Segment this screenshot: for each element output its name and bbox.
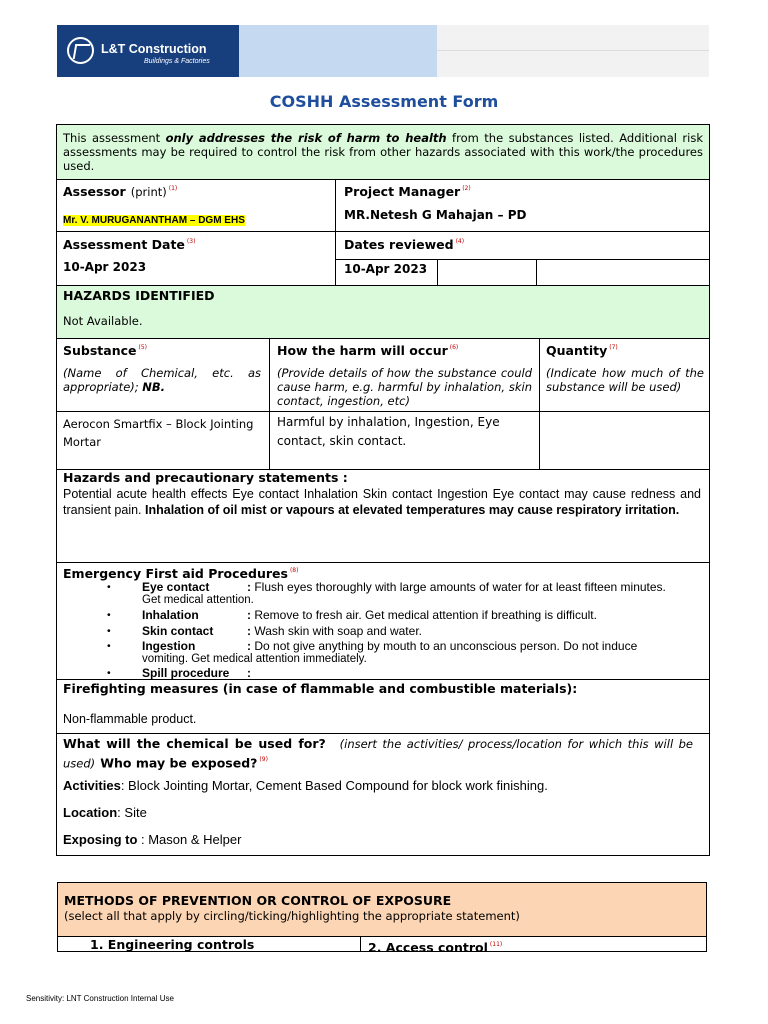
header-divider: [437, 50, 709, 51]
access-control-heading: 2. Access control: [368, 940, 488, 955]
dates-reviewed-label: Dates reviewed: [344, 237, 454, 252]
methods-label: METHODS OF PREVENTION OR CONTROL OF EXPOSURE: [64, 893, 452, 908]
bullet-icon: •: [107, 640, 111, 652]
methods-section: [57, 882, 707, 955]
methods-header: [58, 883, 706, 936]
intro-notice: [57, 125, 709, 179]
company-name: L&T Construction: [101, 42, 207, 56]
precaution-bold: Inhalation of oil mist or vapours at elevated temperatures may cause respiratory irritation.: [145, 503, 680, 517]
page-header: [57, 25, 709, 77]
intro-bold: only addresses the risk of harm to health: [165, 131, 447, 145]
first-aid-label: Emergency First aid Procedures: [63, 566, 288, 581]
first-aid-item-cont: Get medical attention.: [142, 594, 254, 606]
assessment-date-label: Assessment Date: [63, 237, 185, 252]
first-aid-item-text: Do not give anything by mouth to an unconscious person. Do not induce: [254, 639, 638, 653]
substance-hint-bold: NB.: [142, 380, 166, 394]
exposing-value[interactable]: : Mason & Helper: [137, 832, 242, 847]
first-aid-item-text: Remove to fresh air. Get medical attention if breathing is difficult.: [254, 608, 597, 622]
assessor-value[interactable]: Mr. V. MURUGANANTHAM – DGM EHS: [63, 215, 245, 226]
intro-text-1: This assessment: [63, 131, 166, 145]
assessment-form: [56, 124, 710, 856]
bullet-icon: •: [107, 625, 111, 637]
location-row: [63, 805, 147, 820]
location-label: Location: [63, 805, 118, 820]
substance-hint: (Name of Chemical, etc. as appropriate);: [63, 366, 261, 394]
first-aid-item-label: Skin contact: [142, 624, 214, 638]
assessment-date-value[interactable]: 10-Apr 2023: [63, 260, 147, 274]
first-aid-item-label: Spill procedure: [142, 666, 230, 679]
first-aid-item: Spill procedure :: [142, 666, 251, 679]
activities-value[interactable]: : Block Jointing Mortar, Cement Based Compound for block work finishing.: [120, 778, 548, 793]
harm-ref: (6): [449, 343, 459, 351]
assessor-note: (print): [130, 185, 167, 199]
assessor-label: Assessor: [63, 184, 126, 199]
project-manager-label: Project Manager: [344, 184, 461, 199]
hazards-value[interactable]: Not Available.: [63, 314, 143, 328]
quantity-header-cell: [539, 338, 709, 411]
usage-ref: (9): [259, 756, 268, 763]
methods-col-divider: [360, 936, 361, 951]
substance-value[interactable]: Aerocon Smartfix – Block Jointing Mortar: [57, 411, 269, 469]
project-manager-ref: (2): [462, 184, 471, 192]
project-manager-cell: [335, 179, 709, 231]
bullet-icon: •: [107, 581, 111, 593]
precaution-cell: [57, 469, 709, 562]
header-band-blue: [239, 25, 437, 77]
bullet-icon: •: [107, 667, 111, 679]
harm-header-cell: [269, 338, 539, 411]
date-reviewed-2[interactable]: [437, 259, 536, 285]
date-reviewed-3[interactable]: [536, 259, 709, 285]
sensitivity-footer: Sensitivity: LNT Construction Internal Use: [26, 994, 174, 1003]
harm-value[interactable]: Harmful by inhalation, Ingestion, Eye contact, skin contact.: [269, 411, 539, 469]
first-aid-item: Skin contact : Wash skin with soap and water.: [142, 624, 422, 638]
assessor-ref: (1): [168, 184, 178, 192]
first-aid-item: Inhalation : Remove to fresh air. Get medical attention if breathing is difficult.: [142, 608, 597, 622]
substance-label: Substance: [63, 343, 137, 358]
harm-hint: (Provide details of how the substance could cause harm, e.g. harmful by inhalation, skin contact, ingestion, etc): [277, 366, 532, 408]
company-logo: [57, 25, 239, 77]
first-aid-ref: (8): [289, 566, 299, 574]
first-aid-item-cont: vomiting. Get medical attention immediately.: [142, 653, 367, 665]
first-aid-item-label: Inhalation: [142, 608, 199, 622]
project-manager-value[interactable]: MR.Netesh G Mahajan – PD: [344, 208, 527, 222]
access-control-ref: (11): [489, 940, 503, 948]
firefighting-cell: [57, 679, 709, 733]
exposing-label: Exposing to: [63, 832, 138, 847]
first-aid-item: Eye contact : Flush eyes thoroughly with large amounts of water for at least fifteen minutes.: [142, 580, 666, 594]
quantity-label: Quantity: [546, 343, 608, 358]
hazards-label: HAZARDS IDENTIFIED: [63, 288, 215, 303]
substance-ref: (5): [138, 343, 147, 351]
first-aid-cell: [57, 562, 709, 679]
bullet-icon: •: [107, 609, 111, 621]
first-aid-item-label: Eye contact: [142, 580, 210, 594]
substance-header-cell: [57, 338, 269, 411]
dates-reviewed-ref: (4): [455, 237, 465, 245]
form-title: COSHH Assessment Form: [269, 92, 499, 111]
intro-text-2: from the substances listed. Additional risk assessments may be required to control the risk from other hazards associated with this work/the procedures used.: [63, 131, 703, 173]
usage-label: What will the chemical be used for?: [63, 736, 326, 751]
dates-reviewed-label-cell: [335, 231, 709, 259]
first-aid-item: Ingestion : Do not give anything by mouth to an unconscious person. Do not induce: [142, 639, 638, 653]
assessment-date-ref: (3): [186, 237, 196, 245]
usage-hint: (insert the activities/ process/location for which this will be used): [63, 737, 693, 771]
activities-row: [63, 778, 548, 793]
exposing-row: [63, 832, 241, 847]
header-band-grey: [437, 25, 709, 77]
first-aid-item-text: Wash skin with soap and water.: [254, 624, 422, 638]
assessment-date-cell: [57, 231, 335, 285]
precaution-text: Potential acute health effects Eye contact Inhalation Skin contact Ingestion Eye contact may cause redness and transient pain.: [63, 487, 701, 517]
exposure-label: Who may be exposed?: [100, 755, 258, 771]
engineering-controls-heading: 1. Engineering controls: [90, 937, 255, 952]
hazards-identified-cell: [57, 285, 709, 338]
lt-logo-icon: [67, 37, 94, 64]
quantity-ref: (7): [609, 343, 618, 351]
firefighting-label: Firefighting measures (in case of flammable and combustible materials):: [63, 681, 578, 696]
usage-cell: [57, 733, 709, 855]
quantity-value[interactable]: [539, 411, 709, 469]
first-aid-item-text: Flush eyes thoroughly with large amounts of water for at least fifteen minutes.: [254, 580, 666, 594]
company-division: Buildings & Factories: [144, 58, 210, 65]
precaution-label: Hazards and precautionary statements :: [63, 470, 348, 485]
date-reviewed-1[interactable]: 10-Apr 2023: [335, 259, 437, 285]
location-value[interactable]: : Site: [117, 805, 147, 820]
methods-sub: (select all that apply by circling/ticking/highlighting the appropriate statement): [64, 909, 520, 923]
quantity-hint: (Indicate how much of the substance will be used): [546, 366, 704, 394]
first-aid-item-label: Ingestion: [142, 639, 196, 653]
activities-label: Activities: [63, 778, 121, 793]
harm-label: How the harm will occur: [277, 343, 448, 358]
assessor-cell: [57, 179, 335, 231]
firefighting-value[interactable]: Non-flammable product.: [63, 712, 197, 726]
